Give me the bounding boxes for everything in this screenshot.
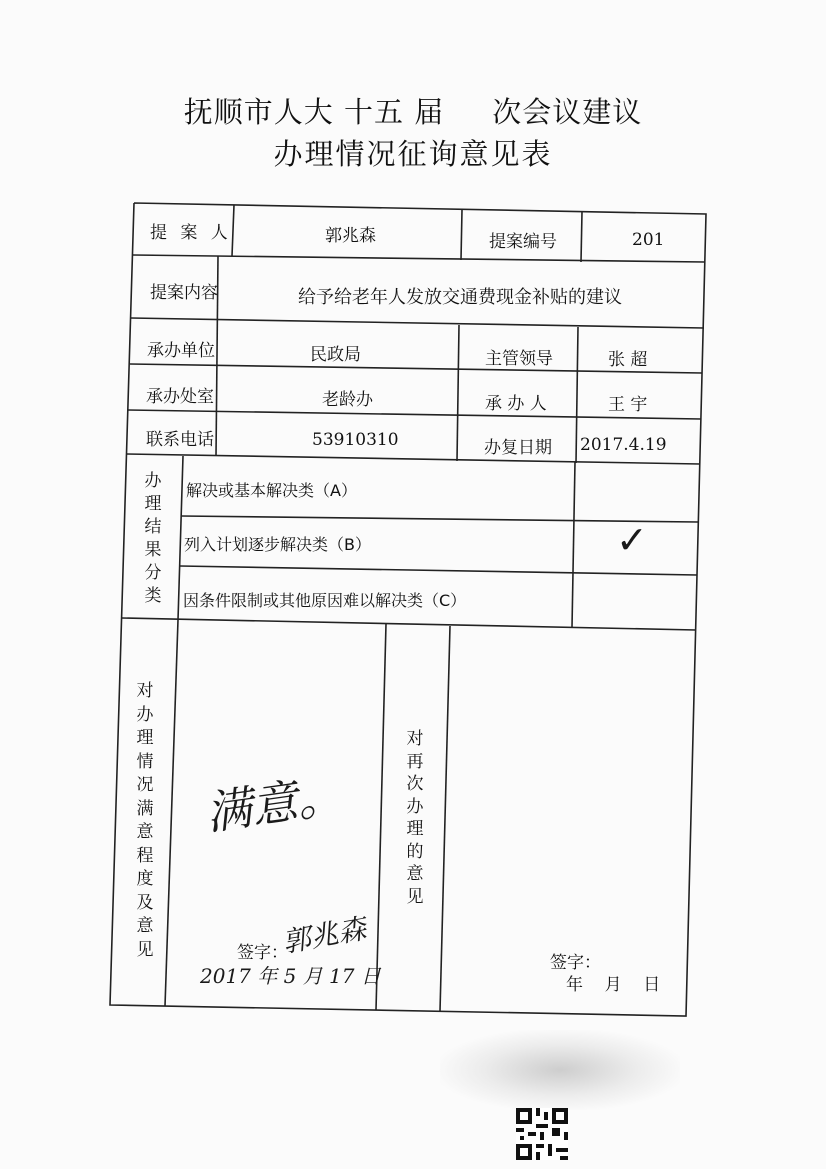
proposer-label: 提 案 人 [150,223,232,243]
handler-label: 承 办 人 [485,394,547,414]
handler-value: 王 宇 [608,395,648,415]
content-label: 提案内容 [150,283,218,303]
check-mark-icon: ✓ [616,518,648,562]
result-option-a: 解决或基本解决类（A） [186,481,357,500]
proposal-no-value: 201 [632,230,665,250]
content-value: 给予给老年人发放交通费现金补贴的建议 [298,287,622,308]
sign-date: 2017 年 5 月 17 日 [200,964,381,988]
unit-label: 承办单位 [147,341,215,361]
office-label: 承办处室 [146,387,214,407]
page-title-line2: 办理情况征询意见表 [273,137,553,171]
scan-smudge [440,1030,680,1110]
title-part1: 抚顺市人大 十五 届 [183,95,445,129]
reply-date-label: 办复日期 [484,438,552,458]
sign-label: 签字： [237,943,288,963]
office-value: 老龄办 [322,390,373,410]
result-option-b: 列入计划逐步解决类（B） [184,535,371,554]
sign-label-2: 签字： [550,953,601,973]
satisfaction-handwriting: 满意。 [202,767,347,841]
reply-date-value: 2017.4.19 [580,435,667,455]
title-part2: 次会议建议 [492,95,643,129]
proposer-value: 郭兆森 [325,226,376,246]
proposal-no-label: 提案编号 [489,232,557,252]
leader-value: 张 超 [608,350,648,370]
signature: 郭兆森 [280,911,369,960]
date-placeholder: 年 月 日 [566,975,661,995]
phone-label: 联系电话 [146,430,214,450]
qr-code-icon [516,1108,568,1160]
leader-label: 主管领导 [485,349,553,369]
result-option-c: 因条件限制或其他原因难以解决类（C） [183,591,467,610]
result-label: 办理结果分类 [144,471,162,606]
unit-value: 民政局 [310,345,361,365]
satisfaction-label: 对办理情况满意程度及意见 [136,681,154,960]
reprocess-label: 对再次办理的意见 [406,729,424,907]
phone-value: 53910310 [312,430,399,450]
